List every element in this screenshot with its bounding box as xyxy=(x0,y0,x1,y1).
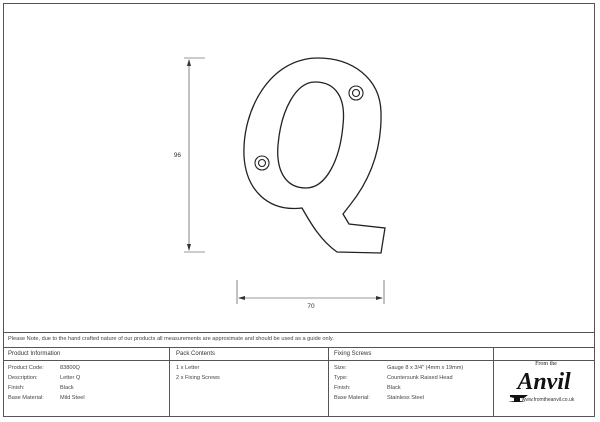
pack-item: 1 x Letter xyxy=(176,365,200,371)
product-code-value: 83800Q xyxy=(60,365,80,371)
divider-top xyxy=(3,332,595,333)
divider-col-3 xyxy=(493,347,494,417)
screw-finish-label: Finish: xyxy=(334,385,351,391)
screw-type-value: Countersunk Raised Head xyxy=(387,375,453,381)
screw-size-value: Gauge 8 x 3/4" (4mm x 19mm) xyxy=(387,365,464,371)
height-dimension xyxy=(184,58,205,252)
logo-from-the: From the xyxy=(535,361,557,367)
base-material-label: Base Material: xyxy=(8,395,44,401)
from-the-anvil-logo xyxy=(498,355,590,413)
product-info-heading: Product Information xyxy=(8,351,61,357)
screw-hole-top-right xyxy=(349,86,363,100)
description-label: Description: xyxy=(8,375,38,381)
finish-value: Black xyxy=(60,385,74,391)
pack-contents-heading: Pack Contents xyxy=(176,351,216,357)
letter-q-outline xyxy=(244,58,385,253)
width-dimension xyxy=(237,280,384,304)
fixing-screws-heading: Fixing Screws xyxy=(334,351,372,357)
disclaimer-note: Please Note, due to the hand crafted nature of our products all measurements are approximate and should be used as a guide only. xyxy=(8,336,334,342)
logo-brand: Anvil xyxy=(517,369,571,395)
product-code-label: Product Code: xyxy=(8,365,44,371)
height-dimension-label: 96 xyxy=(173,152,181,159)
base-material-value: Mild Steel xyxy=(60,395,85,401)
divider-col-1 xyxy=(169,347,170,417)
screw-hole-bottom-left xyxy=(255,156,269,170)
description-value: Letter Q xyxy=(60,375,81,381)
letter-q-inner xyxy=(278,82,344,188)
letter-q-outer xyxy=(244,58,385,253)
screw-type-label: Type: xyxy=(334,375,348,381)
finish-label: Finish: xyxy=(8,385,25,391)
divider-col-2 xyxy=(328,347,329,417)
screw-size-label: Size: xyxy=(334,365,347,371)
logo-url: www.fromtheanvil.co.uk xyxy=(521,397,575,403)
width-dimension-label: 70 xyxy=(307,303,315,310)
screw-material-label: Base Material: xyxy=(334,395,370,401)
divider-note xyxy=(3,347,595,348)
screw-material-value: Stainless Steel xyxy=(387,395,425,401)
pack-item: 2 x Fixing Screws xyxy=(176,375,220,381)
screw-finish-value: Black xyxy=(387,385,401,391)
